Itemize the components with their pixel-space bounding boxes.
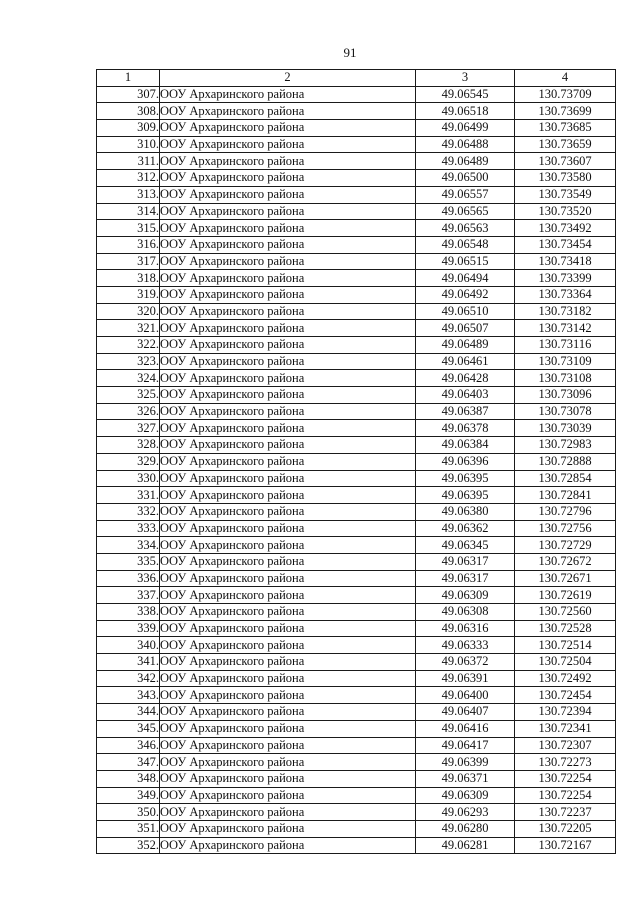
row-number-cell: 307. xyxy=(97,86,160,103)
row-number-cell: 330. xyxy=(97,470,160,487)
table-row xyxy=(97,220,616,237)
longitude-cell: 130.72619 xyxy=(515,587,616,604)
longitude-cell: 130.72205 xyxy=(515,820,616,837)
latitude-cell: 49.06333 xyxy=(416,637,515,654)
row-number-cell: 318. xyxy=(97,270,160,287)
object-name-cell: ООУ Архаринского района xyxy=(160,136,416,153)
object-name-cell: ООУ Архаринского района xyxy=(160,303,416,320)
latitude-cell: 49.06518 xyxy=(416,103,515,120)
row-number-cell: 316. xyxy=(97,236,160,253)
longitude-cell: 130.73549 xyxy=(515,186,616,203)
row-number-cell: 348. xyxy=(97,770,160,787)
longitude-cell: 130.72341 xyxy=(515,720,616,737)
row-number-cell: 344. xyxy=(97,704,160,721)
latitude-cell: 49.06371 xyxy=(416,770,515,787)
row-number-cell: 334. xyxy=(97,537,160,554)
latitude-cell: 49.06403 xyxy=(416,387,515,404)
table-row xyxy=(97,737,616,754)
object-name-cell: ООУ Архаринского района xyxy=(160,286,416,303)
table-row xyxy=(97,837,616,854)
table-row xyxy=(97,820,616,837)
longitude-cell: 130.73364 xyxy=(515,286,616,303)
longitude-cell: 130.73580 xyxy=(515,170,616,187)
table-row xyxy=(97,670,616,687)
object-name-cell: ООУ Архаринского района xyxy=(160,470,416,487)
table-row xyxy=(97,503,616,520)
table-row xyxy=(97,687,616,704)
latitude-cell: 49.06308 xyxy=(416,604,515,621)
longitude-cell: 130.73039 xyxy=(515,420,616,437)
latitude-cell: 49.06417 xyxy=(416,737,515,754)
table-row xyxy=(97,203,616,220)
row-number-cell: 327. xyxy=(97,420,160,437)
object-name-cell: ООУ Архаринского района xyxy=(160,737,416,754)
table-row xyxy=(97,537,616,554)
longitude-cell: 130.72729 xyxy=(515,537,616,554)
object-name-cell: ООУ Архаринского района xyxy=(160,220,416,237)
object-name-cell: ООУ Архаринского района xyxy=(160,387,416,404)
object-name-cell: ООУ Архаринского района xyxy=(160,270,416,287)
latitude-cell: 49.06494 xyxy=(416,270,515,287)
longitude-cell: 130.72504 xyxy=(515,654,616,671)
longitude-cell: 130.72254 xyxy=(515,770,616,787)
row-number-cell: 323. xyxy=(97,353,160,370)
row-number-cell: 335. xyxy=(97,553,160,570)
object-name-cell: ООУ Архаринского района xyxy=(160,170,416,187)
longitude-cell: 130.72237 xyxy=(515,804,616,821)
latitude-cell: 49.06461 xyxy=(416,353,515,370)
table-body xyxy=(97,86,616,854)
object-name-cell: ООУ Архаринского района xyxy=(160,453,416,470)
longitude-cell: 130.73078 xyxy=(515,403,616,420)
table-row xyxy=(97,236,616,253)
longitude-cell: 130.72841 xyxy=(515,487,616,504)
row-number-cell: 341. xyxy=(97,654,160,671)
latitude-cell: 49.06280 xyxy=(416,820,515,837)
latitude-cell: 49.06565 xyxy=(416,203,515,220)
page-number: 91 xyxy=(343,45,357,60)
latitude-cell: 49.06317 xyxy=(416,570,515,587)
object-name-cell: ООУ Архаринского района xyxy=(160,637,416,654)
table-row xyxy=(97,103,616,120)
longitude-cell: 130.72528 xyxy=(515,620,616,637)
table-row xyxy=(97,587,616,604)
object-name-cell: ООУ Архаринского района xyxy=(160,437,416,454)
longitude-cell: 130.72671 xyxy=(515,570,616,587)
row-number-cell: 351. xyxy=(97,820,160,837)
longitude-cell: 130.73116 xyxy=(515,337,616,354)
longitude-cell: 130.72888 xyxy=(515,453,616,470)
latitude-cell: 49.06563 xyxy=(416,220,515,237)
latitude-cell: 49.06345 xyxy=(416,537,515,554)
table-row xyxy=(97,253,616,270)
table-row xyxy=(97,453,616,470)
object-name-cell: ООУ Архаринского района xyxy=(160,787,416,804)
object-name-cell: ООУ Архаринского района xyxy=(160,320,416,337)
longitude-cell: 130.73520 xyxy=(515,203,616,220)
latitude-cell: 49.06407 xyxy=(416,704,515,721)
object-name-cell: ООУ Архаринского района xyxy=(160,770,416,787)
row-number-cell: 349. xyxy=(97,787,160,804)
row-number-cell: 322. xyxy=(97,337,160,354)
latitude-cell: 49.06548 xyxy=(416,236,515,253)
row-number-cell: 338. xyxy=(97,604,160,621)
longitude-cell: 130.73182 xyxy=(515,303,616,320)
longitude-cell: 130.72167 xyxy=(515,837,616,854)
table-row xyxy=(97,770,616,787)
row-number-cell: 352. xyxy=(97,837,160,854)
latitude-cell: 49.06428 xyxy=(416,370,515,387)
table-row xyxy=(97,370,616,387)
row-number-cell: 345. xyxy=(97,720,160,737)
object-name-cell: ООУ Архаринского района xyxy=(160,236,416,253)
object-name-cell: ООУ Архаринского района xyxy=(160,687,416,704)
object-name-cell: ООУ Архаринского района xyxy=(160,153,416,170)
column-header: 4 xyxy=(515,70,616,87)
table-row xyxy=(97,153,616,170)
row-number-cell: 319. xyxy=(97,286,160,303)
table-row xyxy=(97,337,616,354)
row-number-cell: 342. xyxy=(97,670,160,687)
row-number-cell: 308. xyxy=(97,103,160,120)
row-number-cell: 347. xyxy=(97,754,160,771)
column-header: 1 xyxy=(97,70,160,87)
latitude-cell: 49.06309 xyxy=(416,787,515,804)
table-row xyxy=(97,604,616,621)
object-name-cell: ООУ Архаринского района xyxy=(160,587,416,604)
table-row xyxy=(97,704,616,721)
latitude-cell: 49.06416 xyxy=(416,720,515,737)
row-number-cell: 317. xyxy=(97,253,160,270)
longitude-cell: 130.73109 xyxy=(515,353,616,370)
object-name-cell: ООУ Архаринского района xyxy=(160,654,416,671)
table-row xyxy=(97,470,616,487)
latitude-cell: 49.06362 xyxy=(416,520,515,537)
longitude-cell: 130.72394 xyxy=(515,704,616,721)
table-row xyxy=(97,353,616,370)
row-number-cell: 326. xyxy=(97,403,160,420)
longitude-cell: 130.73108 xyxy=(515,370,616,387)
object-name-cell: ООУ Архаринского района xyxy=(160,837,416,854)
row-number-cell: 339. xyxy=(97,620,160,637)
latitude-cell: 49.06384 xyxy=(416,437,515,454)
longitude-cell: 130.72796 xyxy=(515,503,616,520)
object-name-cell: ООУ Архаринского района xyxy=(160,537,416,554)
object-name-cell: ООУ Архаринского района xyxy=(160,820,416,837)
object-name-cell: ООУ Архаринского района xyxy=(160,370,416,387)
object-name-cell: ООУ Архаринского района xyxy=(160,553,416,570)
column-header: 2 xyxy=(160,70,416,87)
latitude-cell: 49.06391 xyxy=(416,670,515,687)
table-row xyxy=(97,136,616,153)
longitude-cell: 130.73659 xyxy=(515,136,616,153)
table-row xyxy=(97,570,616,587)
table-row xyxy=(97,654,616,671)
latitude-cell: 49.06395 xyxy=(416,470,515,487)
latitude-cell: 49.06489 xyxy=(416,337,515,354)
table-row xyxy=(97,303,616,320)
longitude-cell: 130.73096 xyxy=(515,387,616,404)
row-number-cell: 346. xyxy=(97,737,160,754)
row-number-cell: 325. xyxy=(97,387,160,404)
row-number-cell: 350. xyxy=(97,804,160,821)
table-row xyxy=(97,787,616,804)
object-name-cell: ООУ Архаринского района xyxy=(160,704,416,721)
row-number-cell: 315. xyxy=(97,220,160,237)
object-name-cell: ООУ Архаринского района xyxy=(160,86,416,103)
row-number-cell: 311. xyxy=(97,153,160,170)
latitude-cell: 49.06557 xyxy=(416,186,515,203)
latitude-cell: 49.06317 xyxy=(416,553,515,570)
latitude-cell: 49.06488 xyxy=(416,136,515,153)
row-number-cell: 343. xyxy=(97,687,160,704)
object-name-cell: ООУ Архаринского района xyxy=(160,353,416,370)
latitude-cell: 49.06510 xyxy=(416,303,515,320)
table-row xyxy=(97,120,616,137)
table-row xyxy=(97,754,616,771)
object-name-cell: ООУ Архаринского района xyxy=(160,670,416,687)
object-name-cell: ООУ Архаринского района xyxy=(160,203,416,220)
longitude-cell: 130.72254 xyxy=(515,787,616,804)
object-name-cell: ООУ Архаринского района xyxy=(160,804,416,821)
longitude-cell: 130.73142 xyxy=(515,320,616,337)
longitude-cell: 130.73699 xyxy=(515,103,616,120)
table-row xyxy=(97,804,616,821)
row-number-cell: 313. xyxy=(97,186,160,203)
longitude-cell: 130.72492 xyxy=(515,670,616,687)
row-number-cell: 324. xyxy=(97,370,160,387)
longitude-cell: 130.73454 xyxy=(515,236,616,253)
table-row xyxy=(97,437,616,454)
table-row xyxy=(97,553,616,570)
object-name-cell: ООУ Архаринского района xyxy=(160,604,416,621)
table-row xyxy=(97,403,616,420)
latitude-cell: 49.06500 xyxy=(416,170,515,187)
latitude-cell: 49.06316 xyxy=(416,620,515,637)
longitude-cell: 130.72560 xyxy=(515,604,616,621)
object-name-cell: ООУ Архаринского района xyxy=(160,620,416,637)
latitude-cell: 49.06545 xyxy=(416,86,515,103)
longitude-cell: 130.73492 xyxy=(515,220,616,237)
row-number-cell: 310. xyxy=(97,136,160,153)
table-row xyxy=(97,186,616,203)
latitude-cell: 49.06378 xyxy=(416,420,515,437)
table-row xyxy=(97,420,616,437)
object-name-cell: ООУ Архаринского района xyxy=(160,103,416,120)
table-row xyxy=(97,86,616,103)
object-name-cell: ООУ Архаринского района xyxy=(160,337,416,354)
object-name-cell: ООУ Архаринского района xyxy=(160,186,416,203)
table-row xyxy=(97,387,616,404)
row-number-cell: 309. xyxy=(97,120,160,137)
latitude-cell: 49.06499 xyxy=(416,120,515,137)
longitude-cell: 130.72514 xyxy=(515,637,616,654)
table-row xyxy=(97,637,616,654)
table-row xyxy=(97,270,616,287)
row-number-cell: 312. xyxy=(97,170,160,187)
longitude-cell: 130.72756 xyxy=(515,520,616,537)
table-row xyxy=(97,520,616,537)
object-name-cell: ООУ Архаринского района xyxy=(160,253,416,270)
longitude-cell: 130.73685 xyxy=(515,120,616,137)
latitude-cell: 49.06309 xyxy=(416,587,515,604)
coordinates-table xyxy=(96,69,616,854)
object-name-cell: ООУ Архаринского района xyxy=(160,754,416,771)
latitude-cell: 49.06395 xyxy=(416,487,515,504)
latitude-cell: 49.06396 xyxy=(416,453,515,470)
object-name-cell: ООУ Архаринского района xyxy=(160,420,416,437)
table-header-row xyxy=(97,70,616,87)
row-number-cell: 331. xyxy=(97,487,160,504)
table-row xyxy=(97,620,616,637)
longitude-cell: 130.73709 xyxy=(515,86,616,103)
object-name-cell: ООУ Архаринского района xyxy=(160,520,416,537)
latitude-cell: 49.06293 xyxy=(416,804,515,821)
row-number-cell: 336. xyxy=(97,570,160,587)
object-name-cell: ООУ Архаринского района xyxy=(160,120,416,137)
object-name-cell: ООУ Архаринского района xyxy=(160,503,416,520)
latitude-cell: 49.06515 xyxy=(416,253,515,270)
latitude-cell: 49.06489 xyxy=(416,153,515,170)
row-number-cell: 337. xyxy=(97,587,160,604)
latitude-cell: 49.06372 xyxy=(416,654,515,671)
object-name-cell: ООУ Архаринского района xyxy=(160,720,416,737)
longitude-cell: 130.72454 xyxy=(515,687,616,704)
table-row xyxy=(97,720,616,737)
object-name-cell: ООУ Архаринского района xyxy=(160,403,416,420)
row-number-cell: 314. xyxy=(97,203,160,220)
latitude-cell: 49.06380 xyxy=(416,503,515,520)
latitude-cell: 49.06387 xyxy=(416,403,515,420)
row-number-cell: 340. xyxy=(97,637,160,654)
latitude-cell: 49.06281 xyxy=(416,837,515,854)
longitude-cell: 130.72273 xyxy=(515,754,616,771)
longitude-cell: 130.72307 xyxy=(515,737,616,754)
object-name-cell: ООУ Архаринского района xyxy=(160,570,416,587)
object-name-cell: ООУ Архаринского района xyxy=(160,487,416,504)
table-row xyxy=(97,170,616,187)
longitude-cell: 130.72983 xyxy=(515,437,616,454)
row-number-cell: 320. xyxy=(97,303,160,320)
row-number-cell: 328. xyxy=(97,437,160,454)
row-number-cell: 329. xyxy=(97,453,160,470)
row-number-cell: 321. xyxy=(97,320,160,337)
row-number-cell: 332. xyxy=(97,503,160,520)
table-row xyxy=(97,320,616,337)
table-row xyxy=(97,487,616,504)
column-header: 3 xyxy=(416,70,515,87)
latitude-cell: 49.06507 xyxy=(416,320,515,337)
longitude-cell: 130.73607 xyxy=(515,153,616,170)
latitude-cell: 49.06399 xyxy=(416,754,515,771)
latitude-cell: 49.06400 xyxy=(416,687,515,704)
table-row xyxy=(97,286,616,303)
longitude-cell: 130.73399 xyxy=(515,270,616,287)
longitude-cell: 130.72672 xyxy=(515,553,616,570)
row-number-cell: 333. xyxy=(97,520,160,537)
latitude-cell: 49.06492 xyxy=(416,286,515,303)
longitude-cell: 130.72854 xyxy=(515,470,616,487)
longitude-cell: 130.73418 xyxy=(515,253,616,270)
